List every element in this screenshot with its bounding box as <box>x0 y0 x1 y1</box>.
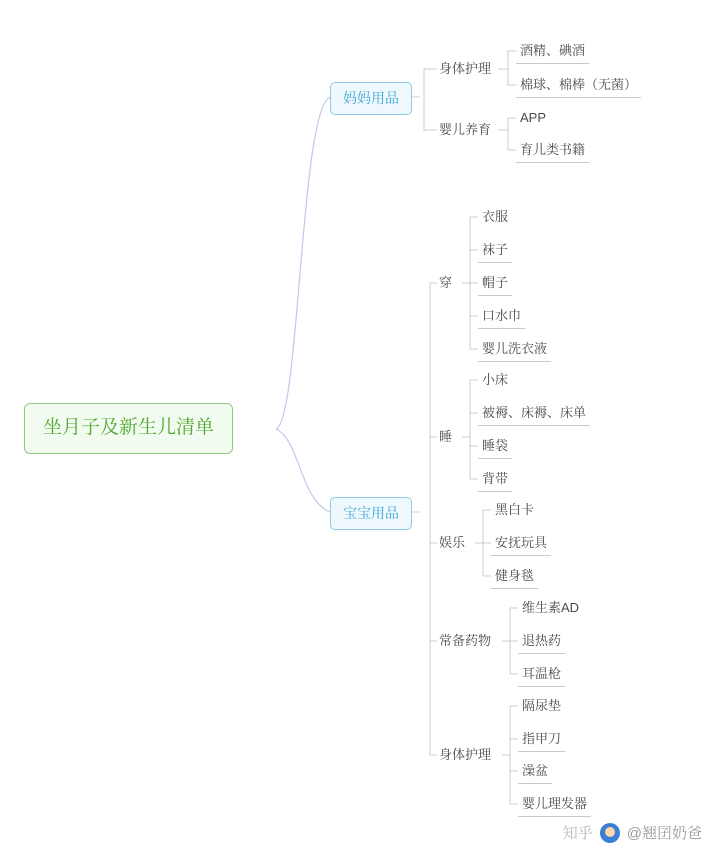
mindmap-leaf-black-white-cards[interactable]: 黑白卡 <box>495 502 535 517</box>
mindmap-node-mother-bodycare[interactable]: 身体护理 <box>439 61 492 76</box>
mindmap-leaf-app[interactable]: APP <box>520 110 547 125</box>
mindmap-leaf-hat[interactable]: 帽子 <box>478 272 512 296</box>
mindmap-leaf-socks[interactable]: 袜子 <box>478 239 512 263</box>
mindmap-leaf-fever-reducer[interactable]: 退热药 <box>518 630 565 654</box>
mindmap-leaf-play-mat[interactable]: 健身毯 <box>491 565 538 589</box>
mindmap-leaf-sleeping-bag[interactable]: 睡袋 <box>478 435 512 459</box>
mindmap-leaf-crib[interactable]: 小床 <box>482 372 509 387</box>
mindmap-leaf-baby-laundry-detergent[interactable]: 婴儿洗衣液 <box>478 338 551 362</box>
mindmap-leaf-vitamin-ad[interactable]: 维生素AD <box>522 600 580 615</box>
mindmap-leaf-nail-clipper[interactable]: 指甲刀 <box>518 728 565 752</box>
mindmap-branch-baby-supplies[interactable]: 宝宝用品 <box>330 497 412 530</box>
mindmap-leaf-bedding[interactable]: 被褥、床褥、床单 <box>478 402 590 426</box>
mindmap-leaf-clothes[interactable]: 衣服 <box>482 209 509 224</box>
mindmap-leaf-comfort-toy[interactable]: 安抚玩具 <box>491 532 551 556</box>
mindmap-node-sleep[interactable]: 睡 <box>439 429 453 444</box>
mindmap-leaf-changing-pad[interactable]: 隔尿垫 <box>522 698 562 713</box>
mindmap-root-node[interactable]: 坐月子及新生儿清单 <box>24 403 233 454</box>
mindmap-node-baby-bodycare[interactable]: 身体护理 <box>439 747 492 762</box>
mindmap-node-entertainment[interactable]: 娱乐 <box>439 535 466 550</box>
mindmap-node-baby-parenting[interactable]: 婴儿养育 <box>439 122 492 137</box>
mindmap-leaf-bath-tub[interactable]: 澡盆 <box>518 760 552 784</box>
mindmap-leaf-baby-carrier[interactable]: 背带 <box>478 468 512 492</box>
mindmap-leaf-parenting-books[interactable]: 育儿类书籍 <box>516 139 589 163</box>
mindmap-leaf-cotton-balls-swabs[interactable]: 棉球、棉棒（无菌） <box>516 74 641 98</box>
mindmap-node-clothing[interactable]: 穿 <box>439 275 453 290</box>
watermark-username: @翘囝奶爸 <box>626 825 702 842</box>
watermark <box>563 822 702 843</box>
mindmap-node-medicine[interactable]: 常备药物 <box>439 633 492 648</box>
avatar <box>600 823 620 843</box>
mindmap-leaf-ear-thermometer[interactable]: 耳温枪 <box>518 663 565 687</box>
mindmap-leaf-bib[interactable]: 口水巾 <box>478 305 525 329</box>
zhihu-label: 知乎 <box>562 825 593 842</box>
mindmap-branch-mother-supplies[interactable]: 妈妈用品 <box>330 82 412 115</box>
mindmap-leaf-alcohol-iodine[interactable]: 酒精、碘酒 <box>516 40 589 64</box>
mindmap-leaf-baby-hair-clipper[interactable]: 婴儿理发器 <box>518 793 591 817</box>
